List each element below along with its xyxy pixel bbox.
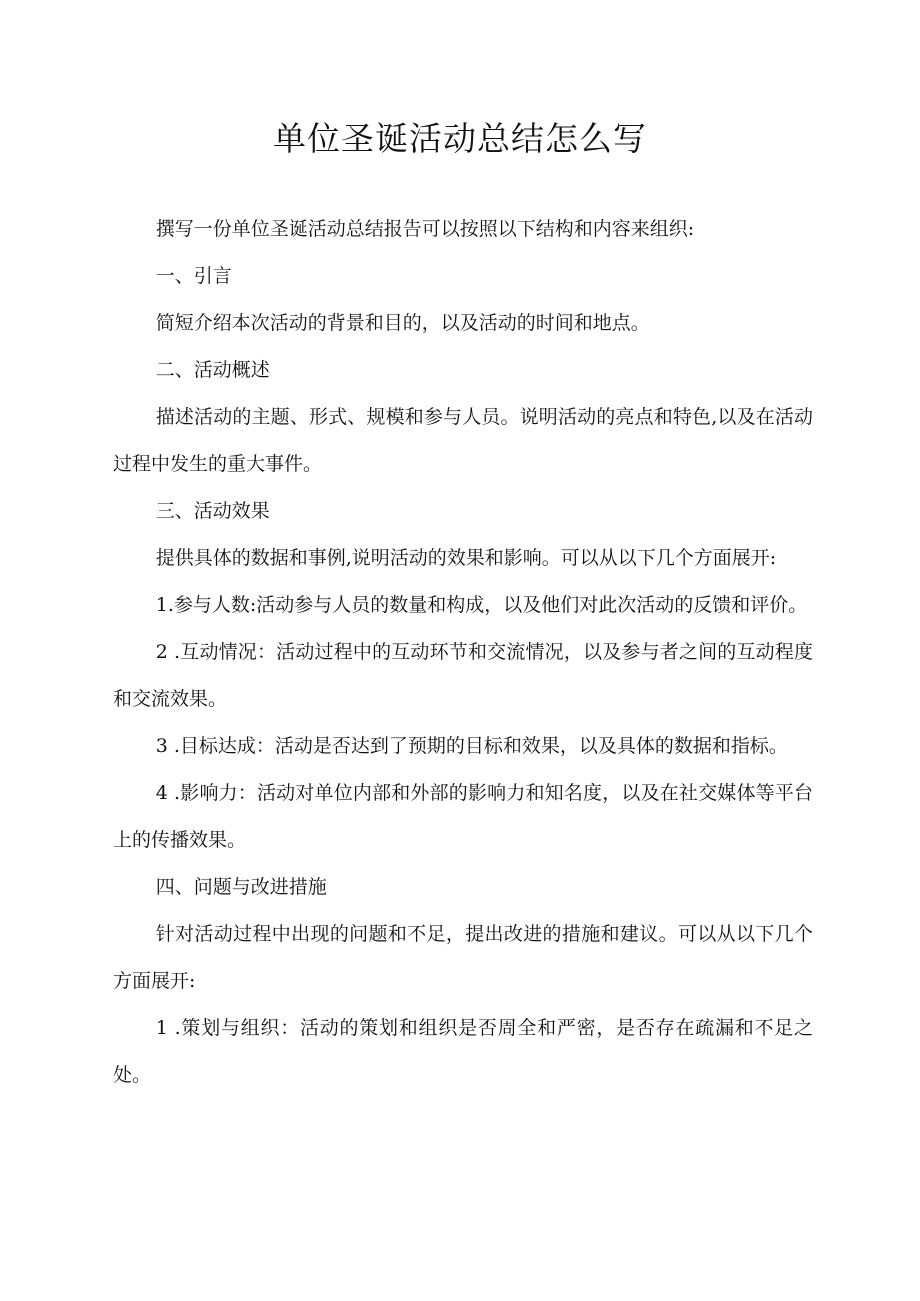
intro-paragraph: 撰写一份单位圣诞活动总结报告可以按照以下结构和内容来组织: <box>155 218 695 240</box>
introduction-paragraph: 简短介绍本次活动的背景和目的，以及活动的时间和地点。 <box>155 312 650 334</box>
document-body <box>113 206 813 1099</box>
effects-item-interaction: 2 .互动情况：活动过程中的互动环节和交流情况，以及参与者之间的互动程度和交流效果。 <box>113 641 813 710</box>
page-title: 单位圣诞活动总结怎么写 <box>273 119 647 158</box>
effects-paragraph: 提供具体的数据和事例,说明活动的效果和影响。可以从以下几个方面展开: <box>155 547 777 569</box>
effects-item-goals: 3 .目标达成：活动是否达到了预期的目标和效果，以及具体的数据和指标。 <box>155 735 788 757</box>
overview-paragraph: 描述活动的主题、形式、规模和参与人员。说明活动的亮点和特色,以及在活动过程中发生的重大事件。 <box>113 406 813 475</box>
issues-paragraph: 针对活动过程中出现的问题和不足，提出改进的措施和建议。可以从以下几个方面展开: <box>113 923 813 992</box>
effects-item-influence: 4 .影响力：活动对单位内部和外部的影响力和知名度，以及在社交媒体等平台上的传播效果。 <box>113 782 813 851</box>
effects-item-participants: 1.参与人数:活动参与人员的数量和构成，以及他们对此次活动的反馈和评价。 <box>155 594 808 616</box>
section-heading-issues: 四、问题与改进措施 <box>155 876 327 898</box>
section-heading-overview: 二、活动概述 <box>155 359 270 381</box>
issues-item-planning: 1 .策划与组织：活动的策划和组织是否周全和严密，是否存在疏漏和不足之处。 <box>113 1017 813 1086</box>
section-heading-effects: 三、活动效果 <box>155 500 270 522</box>
section-heading-introduction: 一、引言 <box>155 265 232 287</box>
